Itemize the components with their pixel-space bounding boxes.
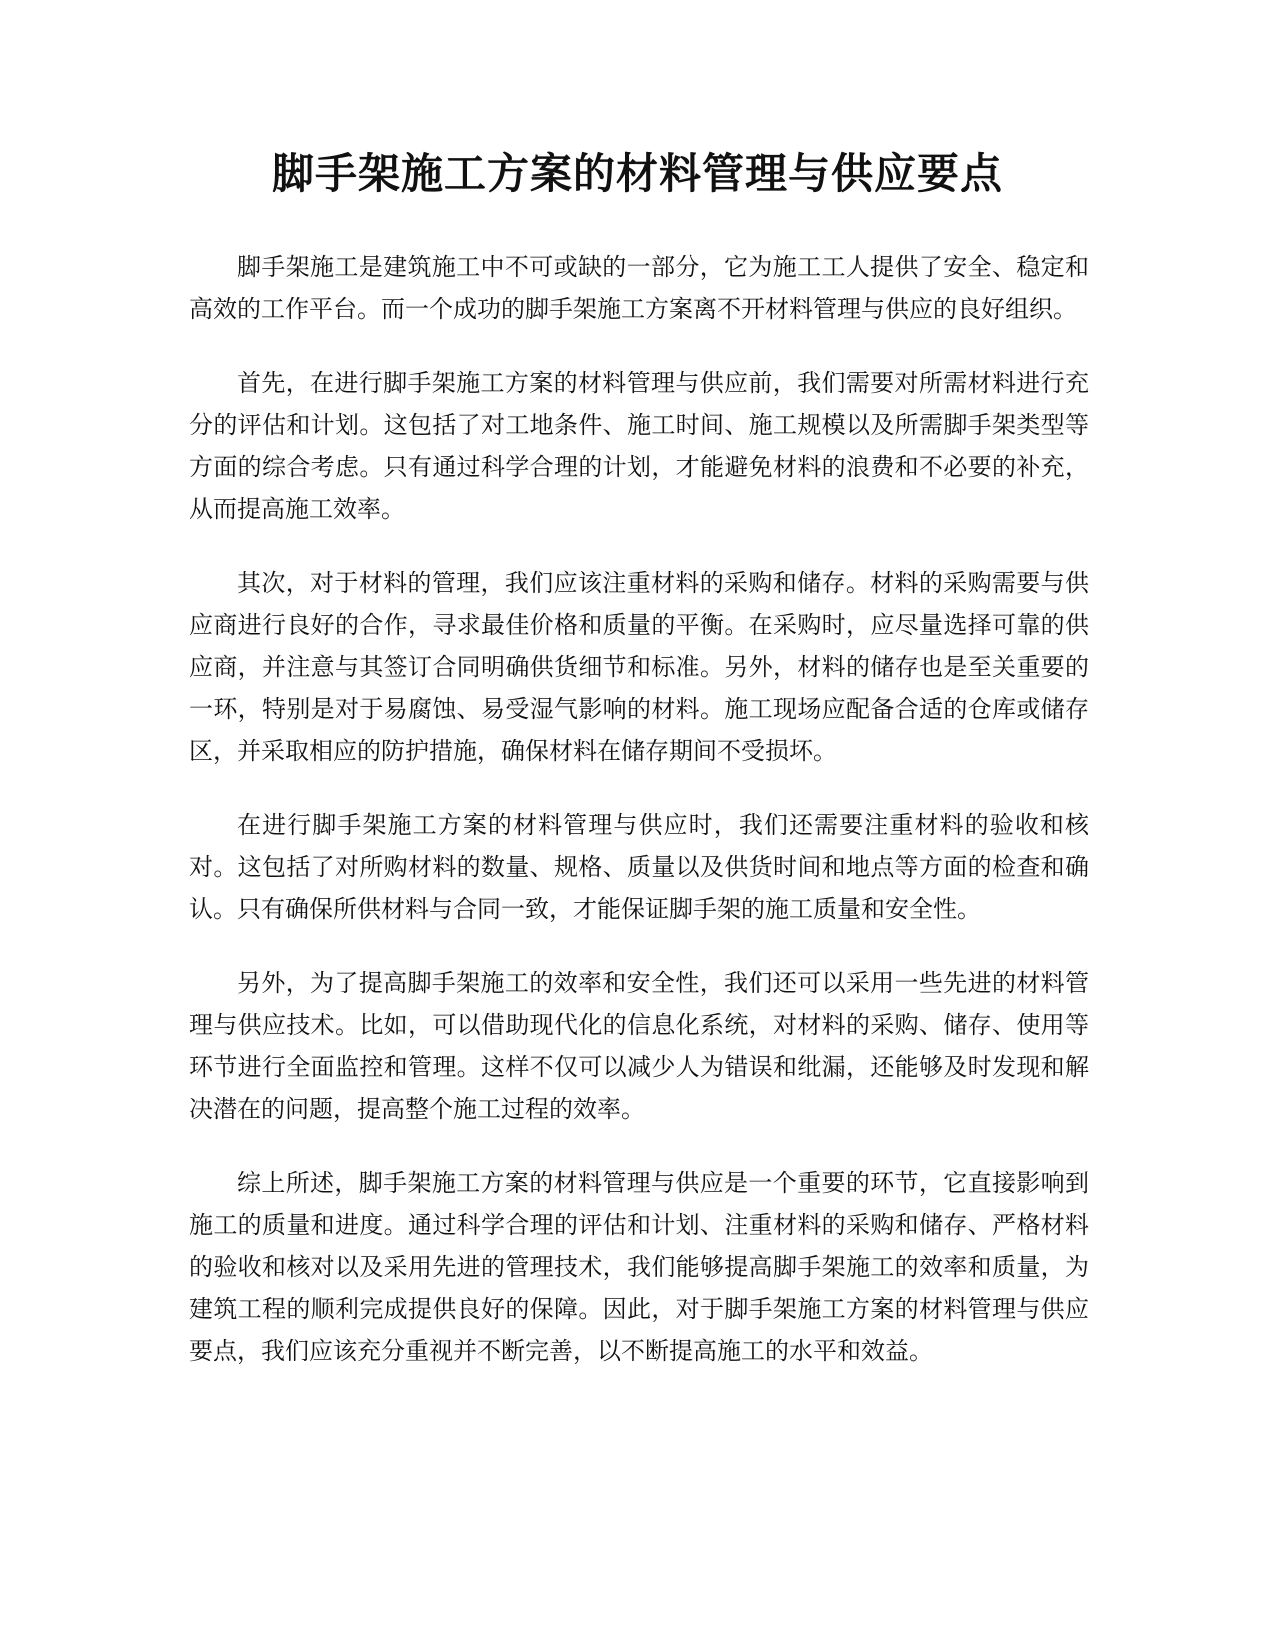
paragraph-conclusion: 综上所述，脚手架施工方案的材料管理与供应是一个重要的环节，它直接影响到施工的质量和进度。通过科学合理的评估和计划、注重材料的采购和储存、严格材料的验收和核对以及采用先进的管理技术，我们能够提高脚手架施工的效率和质量，为建筑工程的顺利完成提供良好的保障。因此，对于脚手架施工方案的材料管理与供应要点，我们应该充分重视并不断完善，以不断提高施工的水平和效益。: [189, 1169, 1089, 1365]
paragraph-inspection: 在进行脚手架施工方案的材料管理与供应时，我们还需要注重材料的验收和核对。这包括了对所购材料的数量、规格、质量以及供货时间和地点等方面的检查和确认。只有确保所供材料与合同一致，才能保证脚手架的施工质量和安全性。: [189, 811, 1089, 923]
paragraph-procurement-storage: 其次，对于材料的管理，我们应该注重材料的采购和储存。材料的采购需要与供应商进行良好的合作，寻求最佳价格和质量的平衡。在采购时，应尽量选择可靠的供应商，并注意与其签订合同明确供货细节和标准。另外，材料的储存也是至关重要的一环，特别是对于易腐蚀、易受湿气影响的材料。施工现场应配备合适的仓库或储存区，并采取相应的防护措施，确保材料在储存期间不受损坏。: [189, 569, 1089, 765]
document-title: 脚手架施工方案的材料管理与供应要点: [271, 149, 1003, 198]
paragraph-technology: 另外，为了提高脚手架施工的效率和安全性，我们还可以采用一些先进的材料管理与供应技术。比如，可以借助现代化的信息化系统，对材料的采购、储存、使用等环节进行全面监控和管理。这样不仅可以减少人为错误和纰漏，还能够及时发现和解决潜在的问题，提高整个施工过程的效率。: [189, 969, 1089, 1123]
document-body: [189, 246, 1089, 1404]
paragraph-planning: 首先，在进行脚手架施工方案的材料管理与供应前，我们需要对所需材料进行充分的评估和计划。这包括了对工地条件、施工时间、施工规模以及所需脚手架类型等方面的综合考虑。只有通过科学合理的计划，才能避免材料的浪费和不必要的补充，从而提高施工效率。: [189, 369, 1089, 523]
paragraph-intro: 脚手架施工是建筑施工中不可或缺的一部分，它为施工工人提供了安全、稳定和高效的工作平台。而一个成功的脚手架施工方案离不开材料管理与供应的良好组织。: [189, 253, 1089, 323]
